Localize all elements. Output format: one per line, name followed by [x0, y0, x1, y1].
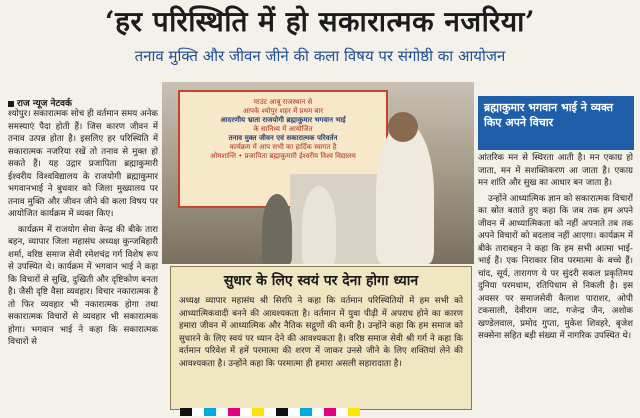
- event-photo: [162, 82, 474, 264]
- left-paragraph: श्योपुर। सकारात्मक सोच ही वर्तमान समय अनेक समस्याएं पैदा होती हैं। जिस कारण जीवन में तनाव उत्पन्न होता है। इसलिए हर परिस्थिति में सकारात्मक नजरिया रखें तो तनाव से मुक्त हो सकते हैं। यह उद्गार प्रजापिता ब्रह्माकुमारी ईश्वरीय विश्वविद्यालय के राजयोगी ब्रह्माकुमार भगवानभाई ने बुधवार को जिला मुख्यालय पर तनाव मुक्ति और जीवन जीने की कला विषय पर आयोजित कार्यक्रम में व्यक्त किए।: [8, 109, 158, 219]
- banner-line: कार्यक्रम में आप सभी का हार्दिक स्वागत है: [229, 143, 337, 151]
- right-column: [478, 152, 633, 408]
- right-paragraph: आंतरिक मन से स्थिरता आती है। मन एकाग्र हो जाता, मन में सशक्तिकरण आ जाता है। एकाग्र मन शांति और सुख का आधार बन जाता है।: [478, 153, 633, 188]
- banner-line: आदरणीय भ्राता राजयोगी ब्रह्माकुमार भगवान भाई: [220, 116, 346, 124]
- callout-body: अध्यक्ष व्यापार महासंघ श्री सिरपि ने कहा कि वर्तमान परिस्थितियों में हम सभी को आध्यात्मिकवादी बनने की आवश्यकता है। वर्तमान में युवा पीढ़ी में अपराध होने का कारण हमारा जीवन में आध्यात्मिक और नैतिक सद्गुणों की कमी है। उन्होंने कहा कि हम समाज को सुधारने के लिए स्वयं पर ध्यान देने की आवश्यकता है। वरिष्ठ समाज सेवी श्री गर्ग ने कहा कि वर्तमान परिवेश में हमें परमात्मा की शरण में जाकर उनसे जीने के लिए शक्तियां लेने की आवश्यकता है। उन्होंने कहा कि परमात्मा ही हमारा असली सहारादाता है।: [179, 296, 463, 369]
- subheadline: तनाव मुक्ति और जीवन जीने की कला विषय पर संगोष्ठी का आयोजन: [134, 47, 506, 65]
- byline-text: राज न्यूज नेटवर्क: [17, 99, 72, 109]
- bullet-square-icon: [8, 101, 14, 107]
- headline: ‘हर परिस्थिति में हो सकारात्मक नजरिया’: [104, 5, 536, 38]
- banner-line: के सानिध्य में आयोजित: [253, 125, 313, 133]
- banner-line: माउंट आबू राजस्थान से: [253, 98, 313, 106]
- left-paragraph: कार्यक्रम में राजयोग सेवा केन्द्र की बीके तारा बहन, व्यापार जिला महासंघ अध्यक्ष कुन्जबिहारी शर्मा, वरिष्ठ समाज सेवी रमेशचंद्र गर्ग विशेष रूप से उपस्थित थे। कार्यक्रम में भगवान भाई ने कहा कि विचारों से सुखि, दुखिती और दृष्टिकोण बनता है। जैसी दृष्टि वैसा व्यवहार। विचार नकारात्मक है तो फिर व्यवहार भी नकारात्मक होगा तथा सकारात्मक विचारों से व्यवहार भी सकारात्मक होगा। भगवान भाई ने कहा कि सकारात्मक विचारों से: [8, 224, 158, 347]
- callout-box: [170, 266, 472, 410]
- banner-line: आपके श्योपुर शहर में प्रथम बार: [242, 107, 324, 115]
- seated-person: [302, 186, 336, 264]
- banner-line: ओमशान्ति • प्रजापिता ब्रह्माकुमारी ईश्वरीय विश्व विद्यालय: [210, 152, 356, 160]
- print-registration-marks: [180, 408, 360, 416]
- callout-title: सुधार के लिए स्वयं पर देना होगा ध्यान: [223, 273, 419, 289]
- left-column: [8, 108, 158, 408]
- banner-line: तनाव मुक्त जीवन एवं सकारात्मक परिवर्तन: [228, 134, 338, 142]
- right-paragraph: उन्होंने आध्यात्मिक ज्ञान को सकारात्मक विचारों का स्रोत बताते हुए कहा कि जब तक हम अपने जीवन में आध्यात्मिकता को नहीं अपनाते तब तक अपने विचारों को बदलाव नहीं आएगा। कार्यक्रम में बीके ताराबहन ने कहा कि हम सभी आत्मा भाई-भाई हैं। एक निराकार शिव परमात्मा के बच्चे हैं। चांद, सूर्य, तारागण ये पर सुंदरी सकल प्रकृतिमय दुनिया परमधाम, रतिपिधाम से निकली है। इस अवसर पर समाजसेवी कैलाश पाराशर, ओपी टकसाली, देवीराम जाट, गजेन्द्र जैन, अशोक खण्डेलवाल, प्रमोद गुप्ता, मुकेश शिवहरे, बृजेश सक्सेना सहित बड़ी संख्या में नागरिक उपस्थित थे।: [478, 193, 633, 341]
- quote-box: ब्रह्माकुमार भगवान भाई ने व्यक्त किए अपने विचार: [478, 96, 634, 150]
- speaker-figure: [376, 122, 434, 264]
- speaker-head: [388, 112, 418, 142]
- seated-person: [342, 198, 370, 264]
- seated-person: [262, 194, 292, 264]
